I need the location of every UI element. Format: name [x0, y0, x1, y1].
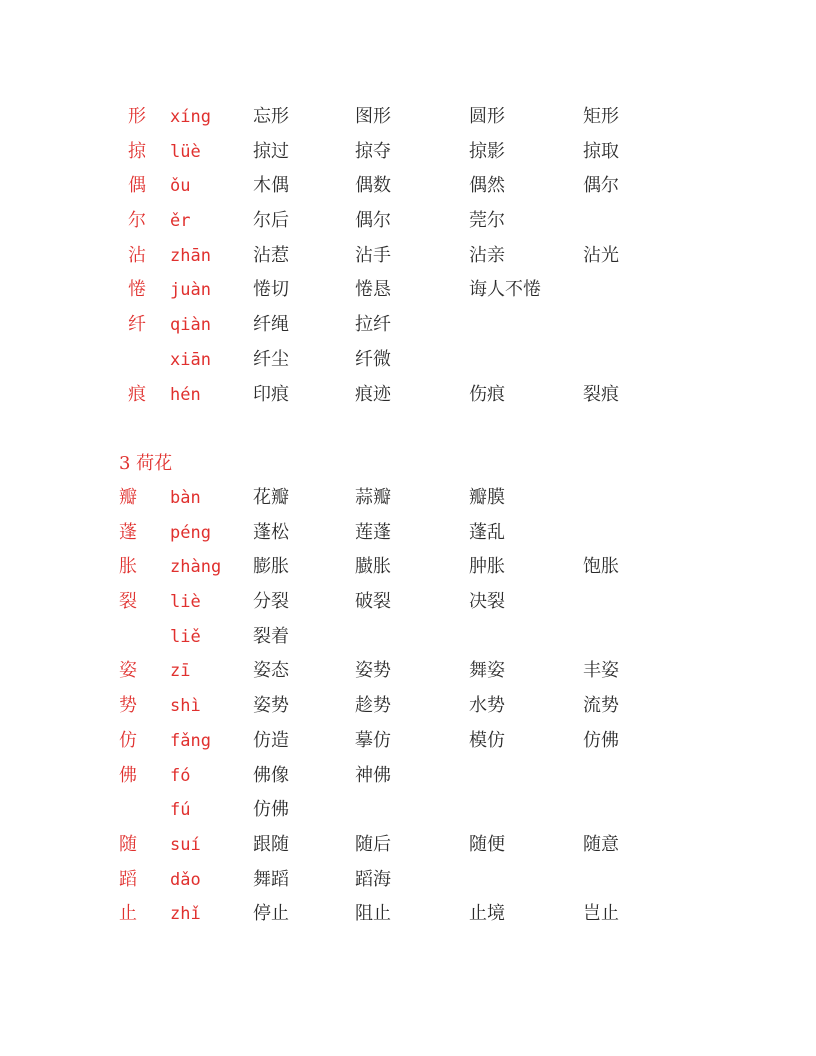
word: 舞蹈	[253, 868, 289, 890]
word: 岂止	[583, 903, 619, 925]
word: 惓恳	[355, 279, 391, 301]
word: 膨胀	[253, 556, 289, 578]
vocab-row	[0, 863, 816, 898]
word: 姿态	[253, 660, 289, 682]
word: 丰姿	[583, 660, 619, 682]
vocab-row	[0, 654, 816, 689]
word: 裂着	[253, 625, 289, 647]
pinyin: juàn	[170, 280, 211, 301]
word: 偶然	[469, 175, 505, 197]
vocab-row	[0, 759, 816, 794]
word: 模仿	[469, 729, 505, 751]
word: 图形	[355, 106, 391, 127]
word: 忘形	[253, 106, 289, 127]
pinyin: liè	[170, 592, 201, 613]
word: 破裂	[355, 591, 391, 613]
character: 沾	[128, 244, 146, 266]
word: 随便	[469, 833, 505, 855]
character: 纤	[128, 314, 146, 336]
word: 决裂	[469, 591, 505, 613]
character: 佛	[119, 764, 137, 786]
pinyin: fǎng	[170, 730, 211, 751]
vocab-row	[0, 169, 816, 204]
word: 肿胀	[469, 556, 505, 578]
pinyin: xíng	[170, 107, 211, 127]
vocab-row	[0, 620, 816, 655]
word: 流势	[583, 695, 619, 717]
pinyin: zhān	[170, 245, 211, 266]
vocab-row	[0, 239, 816, 274]
character: 蓬	[119, 521, 137, 543]
pinyin: xiān	[170, 349, 211, 370]
character: 仿	[119, 729, 137, 751]
vocab-row	[0, 793, 816, 828]
word: 仿造	[253, 729, 289, 751]
character: 胀	[119, 556, 137, 578]
word: 蒜瓣	[355, 487, 391, 508]
character: 蹈	[119, 868, 137, 890]
vocab-row	[0, 378, 816, 413]
word: 蓬松	[253, 521, 289, 543]
pinyin: zhàng	[170, 557, 222, 578]
pinyin: péng	[170, 522, 211, 543]
word: 伤痕	[469, 383, 505, 405]
vocab-row	[0, 550, 816, 585]
character: 瓣	[119, 487, 137, 508]
word: 莲蓬	[355, 521, 391, 543]
word: 水势	[469, 695, 505, 717]
word: 蓬乱	[469, 521, 505, 543]
character: 形	[128, 106, 146, 127]
word: 舞姿	[469, 660, 505, 682]
character: 痕	[128, 383, 146, 405]
word: 痕迹	[355, 383, 391, 405]
word: 跟随	[253, 833, 289, 855]
vocab-row	[0, 204, 816, 239]
section-2-vocab-list	[0, 481, 816, 932]
vocab-row	[0, 724, 816, 759]
character: 随	[119, 833, 137, 855]
pinyin: suí	[170, 834, 201, 855]
word: 分裂	[253, 591, 289, 613]
word: 姿势	[253, 695, 289, 717]
word: 沾亲	[469, 244, 505, 266]
pinyin: shì	[170, 696, 201, 717]
word: 拉纤	[355, 314, 391, 336]
word: 纤绳	[253, 314, 289, 336]
vocab-row	[0, 585, 816, 620]
word: 随后	[355, 833, 391, 855]
pinyin: liě	[170, 626, 201, 647]
word: 仿佛	[253, 799, 289, 821]
word: 佛像	[253, 764, 289, 786]
word: 裂痕	[583, 383, 619, 405]
word: 臌胀	[355, 556, 391, 578]
word: 纤尘	[253, 348, 289, 370]
word: 惓切	[253, 279, 289, 301]
pinyin: lüè	[170, 141, 201, 162]
vocab-row	[0, 897, 816, 932]
vocab-row	[0, 343, 816, 378]
word: 蹈海	[355, 868, 391, 890]
pinyin: fó	[170, 765, 191, 786]
word: 纤微	[355, 348, 391, 370]
character: 裂	[119, 591, 137, 613]
word: 偶尔	[355, 210, 391, 232]
word: 停止	[253, 903, 289, 925]
word: 沾惹	[253, 244, 289, 266]
pinyin: hén	[170, 384, 201, 405]
word: 随意	[583, 833, 619, 855]
vocab-row	[0, 135, 816, 170]
vocab-row	[0, 308, 816, 343]
word: 趁势	[355, 695, 391, 717]
vocab-row	[0, 481, 816, 516]
word: 圆形	[469, 106, 505, 127]
pinyin: zhǐ	[170, 904, 201, 925]
vocab-row	[0, 273, 816, 308]
word: 尔后	[253, 210, 289, 232]
vocab-row	[0, 100, 816, 135]
word: 掠过	[253, 140, 289, 162]
word: 止境	[469, 903, 505, 925]
word: 饱胀	[583, 556, 619, 578]
character: 姿	[119, 660, 137, 682]
word: 偶数	[355, 175, 391, 197]
pinyin: qiàn	[170, 315, 211, 336]
character: 势	[119, 695, 137, 717]
word: 摹仿	[355, 729, 391, 751]
word: 瓣膜	[469, 487, 505, 508]
pinyin: dǎo	[170, 869, 201, 890]
word: 阻止	[355, 903, 391, 925]
pinyin: bàn	[170, 488, 201, 508]
character: 止	[119, 903, 137, 925]
character: 尔	[128, 210, 146, 232]
word: 印痕	[253, 383, 289, 405]
vocab-row	[0, 516, 816, 551]
word: 神佛	[355, 764, 391, 786]
word: 掠夺	[355, 140, 391, 162]
word: 矩形	[583, 106, 619, 127]
character: 偶	[128, 175, 146, 197]
character: 掠	[128, 140, 146, 162]
word: 偶尔	[583, 175, 619, 197]
word: 木偶	[253, 175, 289, 197]
pinyin: ěr	[170, 211, 191, 232]
vocab-row	[0, 828, 816, 863]
pinyin: zī	[170, 661, 191, 682]
vocab-row	[0, 689, 816, 724]
section-2-heading: 3 荷花	[119, 453, 173, 474]
character: 惓	[128, 279, 146, 301]
word: 掠影	[469, 140, 505, 162]
word: 姿势	[355, 660, 391, 682]
word: 掠取	[583, 140, 619, 162]
pinyin: fú	[170, 800, 191, 821]
word: 诲人不惓	[469, 279, 541, 301]
section-1-vocab-list	[0, 100, 816, 412]
word: 花瓣	[253, 487, 289, 508]
word: 沾手	[355, 244, 391, 266]
pinyin: ǒu	[170, 176, 191, 197]
word: 仿佛	[583, 729, 619, 751]
word: 沾光	[583, 244, 619, 266]
word: 莞尔	[469, 210, 505, 232]
